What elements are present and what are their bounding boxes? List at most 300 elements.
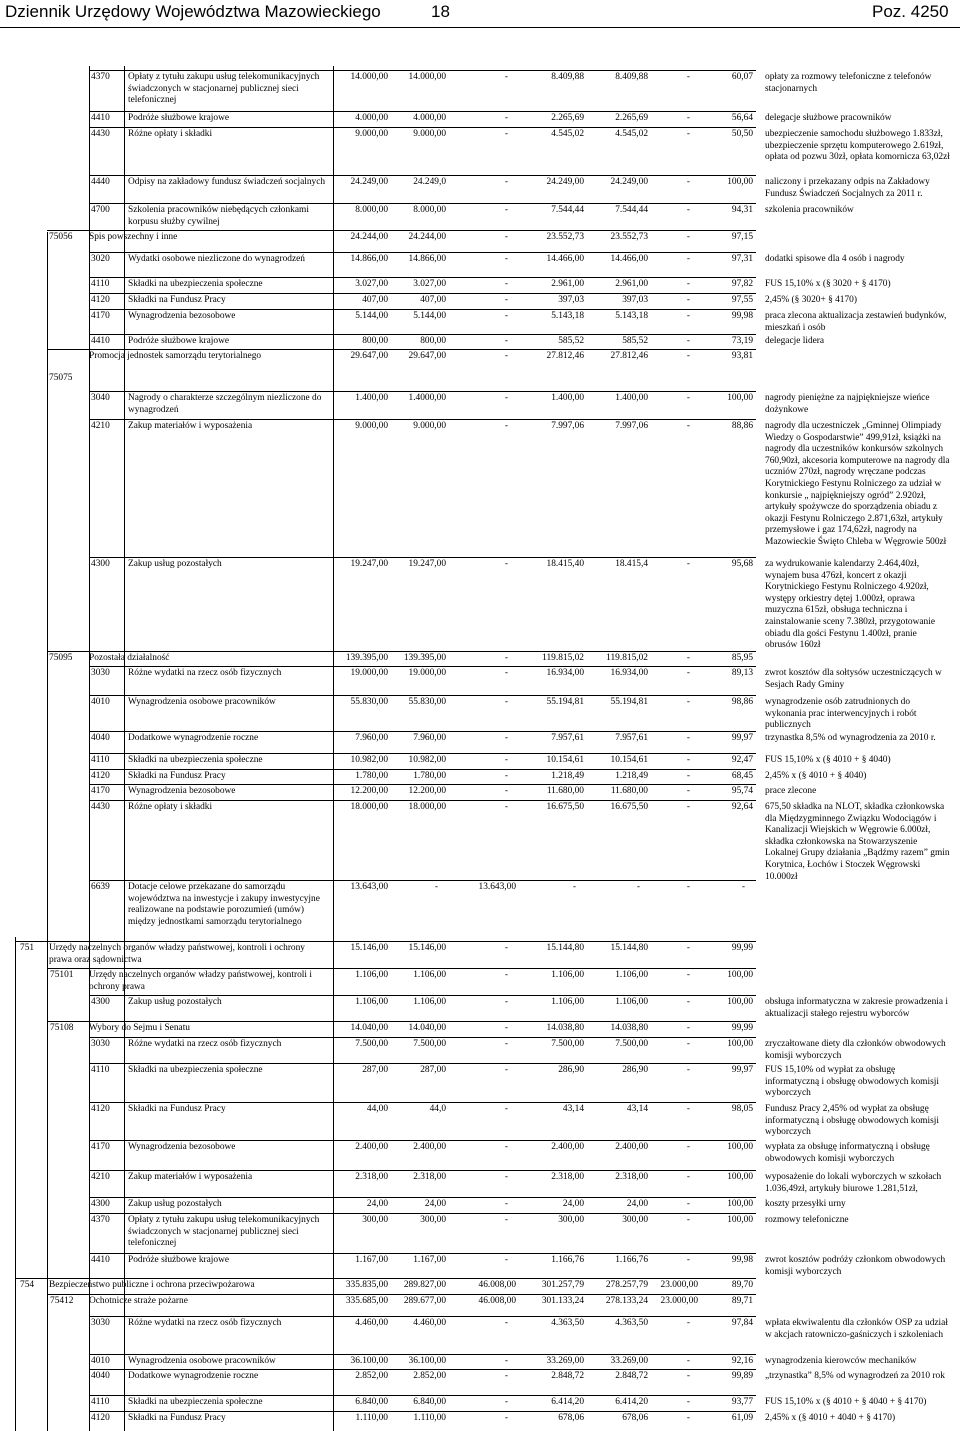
amount-c4: 6.414,20 xyxy=(551,1397,584,1407)
item-name: Ochotnicze straże pożarne xyxy=(89,1296,188,1306)
amount-c4: 119.815,02 xyxy=(542,653,584,663)
amount-c2: 407,00 xyxy=(420,295,446,305)
paragraph-code: 4370 xyxy=(91,1215,110,1225)
amount-c7: 98,05 xyxy=(731,1104,753,1114)
amount-c3: - xyxy=(504,1371,508,1381)
explanation-note: rozmowy telefoniczne xyxy=(765,1215,849,1225)
amount-c5: 286,90 xyxy=(622,1065,648,1075)
amount-c5: 5.143,18 xyxy=(615,311,648,321)
amount-c2: 4.000,00 xyxy=(413,113,446,123)
amount-c4: 2.848,72 xyxy=(551,1371,584,1381)
header-rule xyxy=(0,27,960,28)
amount-c4: 7.544,44 xyxy=(551,205,584,215)
paragraph-code: 4120 xyxy=(91,1104,110,1114)
chapter-code: 75075 xyxy=(49,373,73,383)
amount-c5: 2.961,00 xyxy=(615,279,648,289)
amount-c2: 289.677,00 xyxy=(403,1296,446,1306)
amount-c5: 2.318,00 xyxy=(615,1172,648,1182)
amount-c6: - xyxy=(686,232,690,242)
chapter-code: 75108 xyxy=(50,1023,74,1033)
row-rule xyxy=(89,1197,756,1198)
amount-c6: - xyxy=(686,802,690,812)
amount-c6: - xyxy=(686,733,690,743)
row-rule xyxy=(47,651,756,652)
amount-c3: - xyxy=(504,1255,508,1265)
item-name: Wynagrodzenia osobowe pracowników xyxy=(128,697,276,707)
amount-c6: - xyxy=(686,1104,690,1114)
amount-c6: - xyxy=(686,1397,690,1407)
amount-c7: 73,19 xyxy=(731,336,753,346)
amount-c5: 585,52 xyxy=(622,336,648,346)
amount-c6: - xyxy=(686,421,690,431)
amount-c7: - xyxy=(741,882,745,892)
item-name: Zakup usług pozostałych xyxy=(128,997,222,1007)
amount-c3: - xyxy=(504,1413,508,1423)
row-rule xyxy=(89,309,756,310)
amount-c1: 2.852,00 xyxy=(355,1371,388,1381)
amount-c1: 1.167,00 xyxy=(355,1255,388,1265)
amount-c6: - xyxy=(686,1318,690,1328)
paragraph-code: 4410 xyxy=(91,336,110,346)
amount-c4: 7.997,06 xyxy=(551,421,584,431)
amount-c3: - xyxy=(504,351,508,361)
paragraph-code: 3040 xyxy=(91,393,110,403)
row-rule xyxy=(89,277,756,278)
amount-c6: - xyxy=(686,351,690,361)
amount-c7: 100,00 xyxy=(727,393,753,403)
amount-c6: - xyxy=(686,113,690,123)
amount-c3: - xyxy=(504,1215,508,1225)
amount-c4: 4.363,50 xyxy=(551,1318,584,1328)
row-rule xyxy=(47,968,756,969)
paragraph-code: 4040 xyxy=(91,733,110,743)
item-name: Dodatkowe wynagrodzenie roczne xyxy=(128,733,259,743)
row-rule xyxy=(89,419,756,420)
row-rule xyxy=(89,800,756,801)
explanation-note: za wydrukowanie kalendarzy 2.464,40zł, wynajem busa 476zł, koncert z okazji Korytnickiego Festynu Rolniczego 4.920zł, występy orkiestry dętej 1.000zł, oprawa muzyczna 615zł, obsługa techniczna i zainstalowanie sceny 7.380zł, przygotowanie obiadu dla gości Festynu 1.400zł, pranie obrusów 160zł xyxy=(765,559,935,651)
explanation-note: 2,45% (§ 3020+ § 4170) xyxy=(765,295,857,305)
amount-c7: 99,99 xyxy=(731,943,753,953)
row-rule xyxy=(89,1170,756,1171)
amount-c5: 4.363,50 xyxy=(615,1318,648,1328)
row-rule xyxy=(47,230,756,231)
amount-c6: - xyxy=(686,653,690,663)
amount-c4: 2.318,00 xyxy=(551,1172,584,1182)
item-name: Zakup usług pozostałych xyxy=(128,1199,222,1209)
amount-c7: 85,95 xyxy=(731,653,753,663)
row-rule xyxy=(89,695,756,696)
amount-c5: 300,00 xyxy=(622,1215,648,1225)
amount-c5: 55.194,81 xyxy=(610,697,648,707)
explanation-note: „trzynastka” 8,5% od wynagrodzeń za 2010 rok xyxy=(765,1371,945,1381)
explanation-note: FUS 15,10% x (§ 4010 + § 4040) xyxy=(765,755,891,765)
amount-c2: 1.106,00 xyxy=(413,997,446,1007)
item-name: Zakup materiałów i wyposażenia xyxy=(128,1172,253,1182)
amount-c6: - xyxy=(686,997,690,1007)
row-rule xyxy=(89,557,756,558)
item-name: Dotacje celowe przekazane do samorządu województwa na inwestycje i zakupy inwestycyjne realizowane na podstawie porozumień (umów) między jednostkami samorządu terytorialnego xyxy=(128,882,320,927)
row-rule xyxy=(47,349,756,350)
chapter-code: 75101 xyxy=(50,970,74,980)
amount-c6: - xyxy=(686,1039,690,1049)
amount-c2: 44,0 xyxy=(429,1104,446,1114)
explanation-note: dodatki spisowe dla 4 osób i nagrody xyxy=(765,254,905,264)
amount-c5: 27.812,46 xyxy=(610,351,648,361)
explanation-note: delegacje lidera xyxy=(765,336,825,346)
amount-c1: 15.146,00 xyxy=(350,943,388,953)
item-name: Podróże służbowe krajowe xyxy=(128,336,230,346)
row-rule xyxy=(89,127,756,128)
amount-c2: 2.318,00 xyxy=(413,1172,446,1182)
row-rule xyxy=(89,1063,756,1064)
row-rule xyxy=(89,784,756,785)
amount-c5: 10.154,61 xyxy=(610,755,648,765)
amount-c3: - xyxy=(504,653,508,663)
amount-c1: 29.647,00 xyxy=(350,351,388,361)
amount-c4: 1.218,49 xyxy=(551,771,584,781)
amount-c3: - xyxy=(504,970,508,980)
amount-c2: 10.982,00 xyxy=(408,755,446,765)
amount-c2: 1.4000,00 xyxy=(408,393,446,403)
amount-c2: 36.100,00 xyxy=(408,1356,446,1366)
amount-c3: - xyxy=(504,1023,508,1033)
amount-c7: 97,31 xyxy=(731,254,753,264)
row-rule xyxy=(89,1369,756,1370)
amount-c3: 13.643,00 xyxy=(478,882,516,892)
amount-c4: 678,06 xyxy=(558,1413,584,1423)
amount-c3: - xyxy=(504,421,508,431)
item-name: Wynagrodzenia bezosobowe xyxy=(128,786,236,796)
amount-c1: 2.400,00 xyxy=(355,1142,388,1152)
amount-c1: 3.027,00 xyxy=(355,279,388,289)
amount-c2: 19.247,00 xyxy=(408,559,446,569)
amount-c1: 7.960,00 xyxy=(355,733,388,743)
item-name: Różne wydatki na rzecz osób fizycznych xyxy=(128,668,282,678)
amount-c4: 15.144,80 xyxy=(546,943,584,953)
amount-c3: - xyxy=(504,1356,508,1366)
amount-c5: 16.675,50 xyxy=(610,802,648,812)
row-rule xyxy=(89,1102,756,1103)
item-name: Spis powszechny i inne xyxy=(89,232,178,242)
amount-c3: - xyxy=(504,1172,508,1182)
amount-c5: 11.680,00 xyxy=(610,786,648,796)
explanation-note: wypłata za obsługę informatyczną i obsługę obwodowych komisji wyborczych xyxy=(765,1142,930,1164)
amount-c2: 29.647,00 xyxy=(408,351,446,361)
amount-c2: 24.244,00 xyxy=(408,232,446,242)
section-code: 751 xyxy=(20,943,35,953)
amount-c7: 95,68 xyxy=(731,559,753,569)
paragraph-code: 4440 xyxy=(91,177,110,187)
amount-c4: 1.400,00 xyxy=(551,393,584,403)
amount-c6: - xyxy=(686,72,690,82)
amount-c6: - xyxy=(686,771,690,781)
amount-c5: 15.144,80 xyxy=(610,943,648,953)
amount-c6: - xyxy=(686,311,690,321)
paragraph-code: 4110 xyxy=(91,1065,110,1075)
paragraph-code: 4210 xyxy=(91,421,110,431)
amount-c2: 7.500,00 xyxy=(413,1039,446,1049)
amount-c3: - xyxy=(504,1142,508,1152)
explanation-note: wynagrodzenie osób zatrudnionych do wykonania prac interwencyjnych i robót publicznych xyxy=(765,697,917,731)
chapter-code: 75095 xyxy=(49,653,73,663)
column-rule xyxy=(89,66,90,1431)
amount-c2: 14.040,00 xyxy=(408,1023,446,1033)
amount-c2: 3.027,00 xyxy=(413,279,446,289)
explanation-note: FUS 15,10% od wypłat za obsługę informatyczną i obsługę obwodowych komisji wyborczych xyxy=(765,1065,939,1099)
explanation-note: naliczony i przekazany odpis na Zakładowy Fundusz Świadczeń Socjalnych za 2011 r. xyxy=(765,177,930,199)
amount-c7: 95,74 xyxy=(731,786,753,796)
amount-c2: 14.866,00 xyxy=(408,254,446,264)
amount-c4: 18.415,40 xyxy=(546,559,584,569)
amount-c3: - xyxy=(504,802,508,812)
paragraph-code: 3020 xyxy=(91,254,110,264)
amount-c3: - xyxy=(504,1318,508,1328)
journal-title: Dziennik Urzędowy Województwa Mazowieckiego xyxy=(5,2,381,21)
amount-c6: - xyxy=(686,1023,690,1033)
row-rule xyxy=(89,731,756,732)
amount-c4: 23.552,73 xyxy=(546,232,584,242)
amount-c1: 4.000,00 xyxy=(355,113,388,123)
page-header xyxy=(0,0,960,36)
chapter-code: 75412 xyxy=(50,1296,74,1306)
amount-c3: - xyxy=(504,771,508,781)
row-rule xyxy=(15,1278,756,1279)
amount-c5: 1.218,49 xyxy=(615,771,648,781)
amount-c7: 50,50 xyxy=(731,129,753,139)
amount-c5: 7.957,61 xyxy=(615,733,648,743)
paragraph-code: 4370 xyxy=(91,72,110,82)
amount-c1: 14.000,00 xyxy=(350,72,388,82)
paragraph-code: 4210 xyxy=(91,1172,110,1182)
item-name: Promocja jednostek samorządu terytorialnego xyxy=(89,351,262,361)
amount-c3: 46.008,00 xyxy=(478,1280,516,1290)
amount-c4: 397,03 xyxy=(558,295,584,305)
explanation-note: trzynastka 8,5% od wynagrodzenia za 2010 r. xyxy=(765,733,936,743)
amount-c2: 9.000,00 xyxy=(413,421,446,431)
amount-c4: 16.675,50 xyxy=(546,802,584,812)
amount-c3: - xyxy=(504,113,508,123)
item-name: Składki na ubezpieczenia społeczne xyxy=(128,1065,263,1075)
amount-c1: 18.000,00 xyxy=(350,802,388,812)
row-rule xyxy=(89,1354,756,1355)
amount-c6: - xyxy=(686,336,690,346)
explanation-note: szkolenia pracowników xyxy=(765,205,854,215)
amount-c5: 33.269,00 xyxy=(610,1356,648,1366)
amount-c5: 1.106,00 xyxy=(615,970,648,980)
explanation-note: FUS 15,10% x (§ 4010 + § 4040 + § 4170) xyxy=(765,1397,927,1407)
paragraph-code: 4120 xyxy=(91,771,110,781)
item-name: Składki na ubezpieczenia społeczne xyxy=(128,1397,263,1407)
amount-c5: 2.848,72 xyxy=(615,1371,648,1381)
amount-c4: 300,00 xyxy=(558,1215,584,1225)
amount-c7: 89,13 xyxy=(731,668,753,678)
amount-c6: - xyxy=(686,295,690,305)
amount-c3: - xyxy=(504,295,508,305)
amount-c4: 1.106,00 xyxy=(551,970,584,980)
amount-c1: 36.100,00 xyxy=(350,1356,388,1366)
amount-c6: - xyxy=(686,559,690,569)
row-rule xyxy=(89,769,756,770)
amount-c2: 15.146,00 xyxy=(408,943,446,953)
amount-c6: - xyxy=(686,279,690,289)
amount-c3: - xyxy=(504,733,508,743)
amount-c3: - xyxy=(504,697,508,707)
amount-c7: 99,98 xyxy=(731,1255,753,1265)
amount-c6: - xyxy=(686,755,690,765)
amount-c5: 7.997,06 xyxy=(615,421,648,431)
item-name: Wynagrodzenia bezosobowe xyxy=(128,311,236,321)
amount-c3: - xyxy=(504,1039,508,1049)
amount-c7: 99,97 xyxy=(731,733,753,743)
paragraph-code: 4430 xyxy=(91,802,110,812)
row-rule xyxy=(89,203,756,204)
item-name: Zakup materiałów i wyposażenia xyxy=(128,421,253,431)
row-rule xyxy=(89,995,756,996)
row-rule xyxy=(89,1140,756,1141)
amount-c3: - xyxy=(504,559,508,569)
row-rule xyxy=(89,1316,756,1317)
amount-c6: - xyxy=(686,786,690,796)
amount-c6: 23.000,00 xyxy=(660,1296,698,1306)
amount-c7: 97,55 xyxy=(731,295,753,305)
amount-c7: 100,00 xyxy=(727,1142,753,1152)
amount-c2: 287,00 xyxy=(420,1065,446,1075)
paragraph-code: 4120 xyxy=(91,295,110,305)
amount-c5: 278.257,79 xyxy=(605,1280,648,1290)
amount-c6: - xyxy=(686,668,690,678)
item-name: Różne opłaty i składki xyxy=(128,129,213,139)
explanation-note: 2,45% x (§ 4010 + § 4040) xyxy=(765,771,867,781)
amount-c7: 100,00 xyxy=(727,1172,753,1182)
amount-c7: 97,15 xyxy=(731,232,753,242)
amount-c2: 139.395,00 xyxy=(403,653,446,663)
amount-c6: - xyxy=(686,1142,690,1152)
amount-c1: 2.318,00 xyxy=(355,1172,388,1182)
amount-c5: 24.249,00 xyxy=(610,177,648,187)
amount-c3: - xyxy=(504,205,508,215)
amount-c4: 7.500,00 xyxy=(551,1039,584,1049)
paragraph-code: 4040 xyxy=(91,1371,110,1381)
amount-c7: 93,81 xyxy=(731,351,753,361)
amount-c1: 335.835,00 xyxy=(345,1280,388,1290)
amount-c1: 1.780,00 xyxy=(355,771,388,781)
amount-c2: 55.830,00 xyxy=(408,697,446,707)
item-name: Składki na Fundusz Pracy xyxy=(128,771,226,781)
amount-c2: 1.110,00 xyxy=(413,1413,446,1423)
amount-c2: 19.000,00 xyxy=(408,668,446,678)
chapter-code: 75056 xyxy=(49,232,73,242)
paragraph-code: 4300 xyxy=(91,1199,110,1209)
amount-c6: - xyxy=(686,129,690,139)
amount-c7: 92,16 xyxy=(731,1356,753,1366)
row-rule xyxy=(47,1294,756,1295)
amount-c7: 100,00 xyxy=(727,1039,753,1049)
amount-c3: - xyxy=(504,232,508,242)
item-name: Wynagrodzenia bezosobowe xyxy=(128,1142,236,1152)
paragraph-code: 4410 xyxy=(91,1255,110,1265)
paragraph-code: 4430 xyxy=(91,129,110,139)
amount-c4: 301.133,24 xyxy=(541,1296,584,1306)
amount-c7: 94,31 xyxy=(731,205,753,215)
item-name: Urzędy naczelnych organów władzy państwowej, kontroli i ochrony prawa oraz sądownictwa xyxy=(49,943,305,965)
row-rule xyxy=(89,1213,756,1214)
amount-c6: - xyxy=(686,1371,690,1381)
amount-c4: 10.154,61 xyxy=(546,755,584,765)
amount-c5: 119.815,02 xyxy=(606,653,648,663)
amount-c2: 9.000,00 xyxy=(413,129,446,139)
column-rule xyxy=(124,66,125,1431)
amount-c5: - xyxy=(636,882,640,892)
amount-c5: 278.133,24 xyxy=(605,1296,648,1306)
item-name: Opłaty z tytułu zakupu usług telekomunikacyjnych świadczonych w stacjonarnej publicznej sieci telefonicznej xyxy=(128,1215,320,1249)
row-rule xyxy=(89,880,756,881)
amount-c2: 4.460,00 xyxy=(413,1318,446,1328)
amount-c3: - xyxy=(504,1065,508,1075)
amount-c4: 585,52 xyxy=(558,336,584,346)
paragraph-code: 4170 xyxy=(91,311,110,321)
item-name: Urzędy naczelnych organów władzy państwowej, kontroli i ochrony prawa xyxy=(89,970,312,992)
amount-c7: 99,89 xyxy=(731,1371,753,1381)
explanation-note: nagrody dla uczestniczek „Gminnej Olimpiady Wiedzy o Gospodarstwie” 499,91zł, książki na nagrody dla uczestników konkursów szkolnych 760,90zł, akcesoria komputerowe na nagrody dla uczniów 270zł, nagrody wręczane podczas Korytnickiego Festynu Rolniczego za udział w konkursie „ najpiękniejszy ogród” 2.920zł, artykuły spożywcze do sporządzenia obiadu z okazji Festynu Rolniczego 2.871,63zł, artykuły przemysłowe i gaz 174,62zł, nagrody na Mazowieckie Święto Chleba w Węgrowie 500zł xyxy=(765,421,950,547)
amount-c1: 8.000,00 xyxy=(355,205,388,215)
amount-c4: 24.249,00 xyxy=(546,177,584,187)
explanation-note: obsługa informatyczna w zakresie prowadzenia i aktualizacji stałego rejestru wyborców xyxy=(765,997,948,1019)
amount-c5: 24,00 xyxy=(626,1199,648,1209)
amount-c5: 2.265,69 xyxy=(615,113,648,123)
amount-c1: 335.685,00 xyxy=(345,1296,388,1306)
amount-c5: 1.166,76 xyxy=(615,1255,648,1265)
amount-c3: - xyxy=(504,72,508,82)
amount-c1: 9.000,00 xyxy=(355,421,388,431)
row-rule xyxy=(15,941,756,942)
amount-c1: 14.866,00 xyxy=(350,254,388,264)
amount-c1: 4.460,00 xyxy=(355,1318,388,1328)
amount-c7: 68,45 xyxy=(731,771,753,781)
amount-c4: 2.961,00 xyxy=(551,279,584,289)
amount-c1: 7.500,00 xyxy=(355,1039,388,1049)
amount-c7: 61,09 xyxy=(731,1413,753,1423)
paragraph-code: 4410 xyxy=(91,113,110,123)
row-rule xyxy=(89,1037,756,1038)
amount-c6: - xyxy=(686,1255,690,1265)
explanation-note: zwrot kosztów podróży członkom obwodowych komisji wyborczych xyxy=(765,1255,946,1277)
explanation-note: praca zlecona aktualizacja zestawień budynków, mieszkań i osób xyxy=(765,311,947,333)
amount-c3: - xyxy=(504,786,508,796)
amount-c4: 43,14 xyxy=(562,1104,584,1114)
amount-c1: 1.110,00 xyxy=(355,1413,388,1423)
amount-c1: 10.982,00 xyxy=(350,755,388,765)
amount-c7: 100,00 xyxy=(727,997,753,1007)
amount-c4: 1.166,76 xyxy=(551,1255,584,1265)
amount-c3: - xyxy=(504,311,508,321)
amount-c5: 14.466,00 xyxy=(610,254,648,264)
amount-c7: 99,99 xyxy=(731,1023,753,1033)
paragraph-code: 4170 xyxy=(91,1142,110,1152)
item-name: Dodatkowe wynagrodzenie roczne xyxy=(128,1371,259,1381)
amount-c5: 1.106,00 xyxy=(615,997,648,1007)
explanation-note: 2,45% x (§ 4010 + 4040 + § 4170) xyxy=(765,1413,896,1423)
item-name: Różne opłaty i składki xyxy=(128,802,213,812)
amount-c6: - xyxy=(686,882,690,892)
paragraph-code: 4010 xyxy=(91,1356,110,1366)
explanation-note: Fundusz Pracy 2,45% od wypłat za obsługę informatyczną i obsługę obwodowych komisji wyborczych xyxy=(765,1104,939,1138)
amount-c2: 6.840,00 xyxy=(413,1397,446,1407)
amount-c4: 4.545,02 xyxy=(551,129,584,139)
amount-c3: - xyxy=(504,129,508,139)
explanation-note: 675,50 składka na NLOT, składka członkowska dla Międzygminnego Związku Wodociągów i Kanalizacji Wiejskich w Węgrowie 6.000zł, składka członkowska na Stowarzyszenie Lokalnej Grupy działania „Bądźmy razem” gmin Korytnica, Łochów i Stoczek Węgrowski 10.000zł xyxy=(765,802,950,882)
paragraph-code: 4300 xyxy=(91,997,110,1007)
amount-c1: 19.247,00 xyxy=(350,559,388,569)
